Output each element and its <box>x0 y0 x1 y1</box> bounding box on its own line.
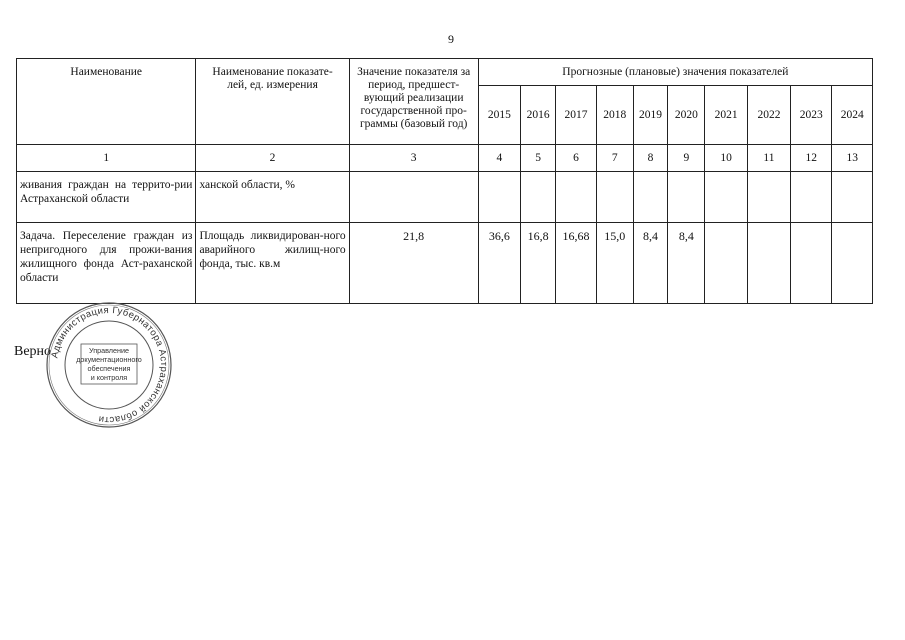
header-indicator: Наименование показате- лей, ед. измерения <box>196 59 349 145</box>
stamp-ring-text: Администрация Губернатора Астраханской области <box>49 304 170 426</box>
row-value: 16,68 <box>556 223 596 304</box>
header-year: 2021 <box>705 86 747 145</box>
header-year: 2016 <box>521 86 556 145</box>
header-row-1 <box>17 59 873 86</box>
row-value <box>747 172 790 223</box>
row-value: 16,8 <box>521 223 556 304</box>
stamp-box-line: Управление <box>89 346 129 355</box>
table-row <box>17 223 873 304</box>
row-value <box>832 223 873 304</box>
row-value <box>747 223 790 304</box>
header-year: 2017 <box>556 86 596 145</box>
column-number: 1 <box>17 145 196 172</box>
stamp-box-line: обеспечения <box>87 364 131 373</box>
column-number: 3 <box>349 145 478 172</box>
column-number: 7 <box>596 145 633 172</box>
row-indicator: Площадь ликвидирован-ного аварийного жилищ-ного фонда, тыс. кв.м <box>196 223 349 304</box>
header-year: 2024 <box>832 86 873 145</box>
row-name: Задача. Переселение граждан из непригодного для прожи-вания жилищного фонда Аст-раханской области <box>17 223 196 304</box>
header-base-value: Значение показателя за период, предшест-вующий реализации государственной про-граммы (базовый год) <box>349 59 478 145</box>
row-indicator: ханской области, % <box>196 172 349 223</box>
row-value <box>556 172 596 223</box>
row-value: 8,4 <box>668 223 705 304</box>
header-year: 2018 <box>596 86 633 145</box>
row-value <box>668 172 705 223</box>
row-value <box>791 223 832 304</box>
header-year: 2023 <box>791 86 832 145</box>
indicators-table <box>16 58 873 304</box>
header-year: 2022 <box>747 86 790 145</box>
column-number: 5 <box>521 145 556 172</box>
page-number: 9 <box>448 32 454 46</box>
row-value <box>791 172 832 223</box>
row-value <box>596 172 633 223</box>
row-base-value <box>349 172 478 223</box>
column-number: 12 <box>791 145 832 172</box>
header-name: Наименование <box>17 59 196 145</box>
column-number: 11 <box>747 145 790 172</box>
row-name: живания граждан на террито-рии Астраханской области <box>17 172 196 223</box>
table-row <box>17 172 873 223</box>
row-value <box>832 172 873 223</box>
row-base-value: 21,8 <box>349 223 478 304</box>
column-number: 4 <box>478 145 520 172</box>
column-numbers-row <box>17 145 873 172</box>
column-number: 13 <box>832 145 873 172</box>
row-value <box>705 172 747 223</box>
row-value: 36,6 <box>478 223 520 304</box>
header-year: 2015 <box>478 86 520 145</box>
stamp-box-line: документационного <box>76 355 142 364</box>
column-number: 9 <box>668 145 705 172</box>
header-forecast-group: Прогнозные (плановые) значения показателей <box>478 59 872 86</box>
header-year: 2020 <box>668 86 705 145</box>
header-year: 2019 <box>633 86 667 145</box>
column-number: 8 <box>633 145 667 172</box>
column-number: 6 <box>556 145 596 172</box>
row-value <box>521 172 556 223</box>
row-value <box>705 223 747 304</box>
column-number: 10 <box>705 145 747 172</box>
verno-label: Верно <box>14 344 52 359</box>
row-value <box>478 172 520 223</box>
column-number: 2 <box>196 145 349 172</box>
row-value: 8,4 <box>633 223 667 304</box>
row-value <box>633 172 667 223</box>
official-stamp <box>44 300 174 430</box>
stamp-box-line: и контроля <box>90 373 128 382</box>
row-value: 15,0 <box>596 223 633 304</box>
